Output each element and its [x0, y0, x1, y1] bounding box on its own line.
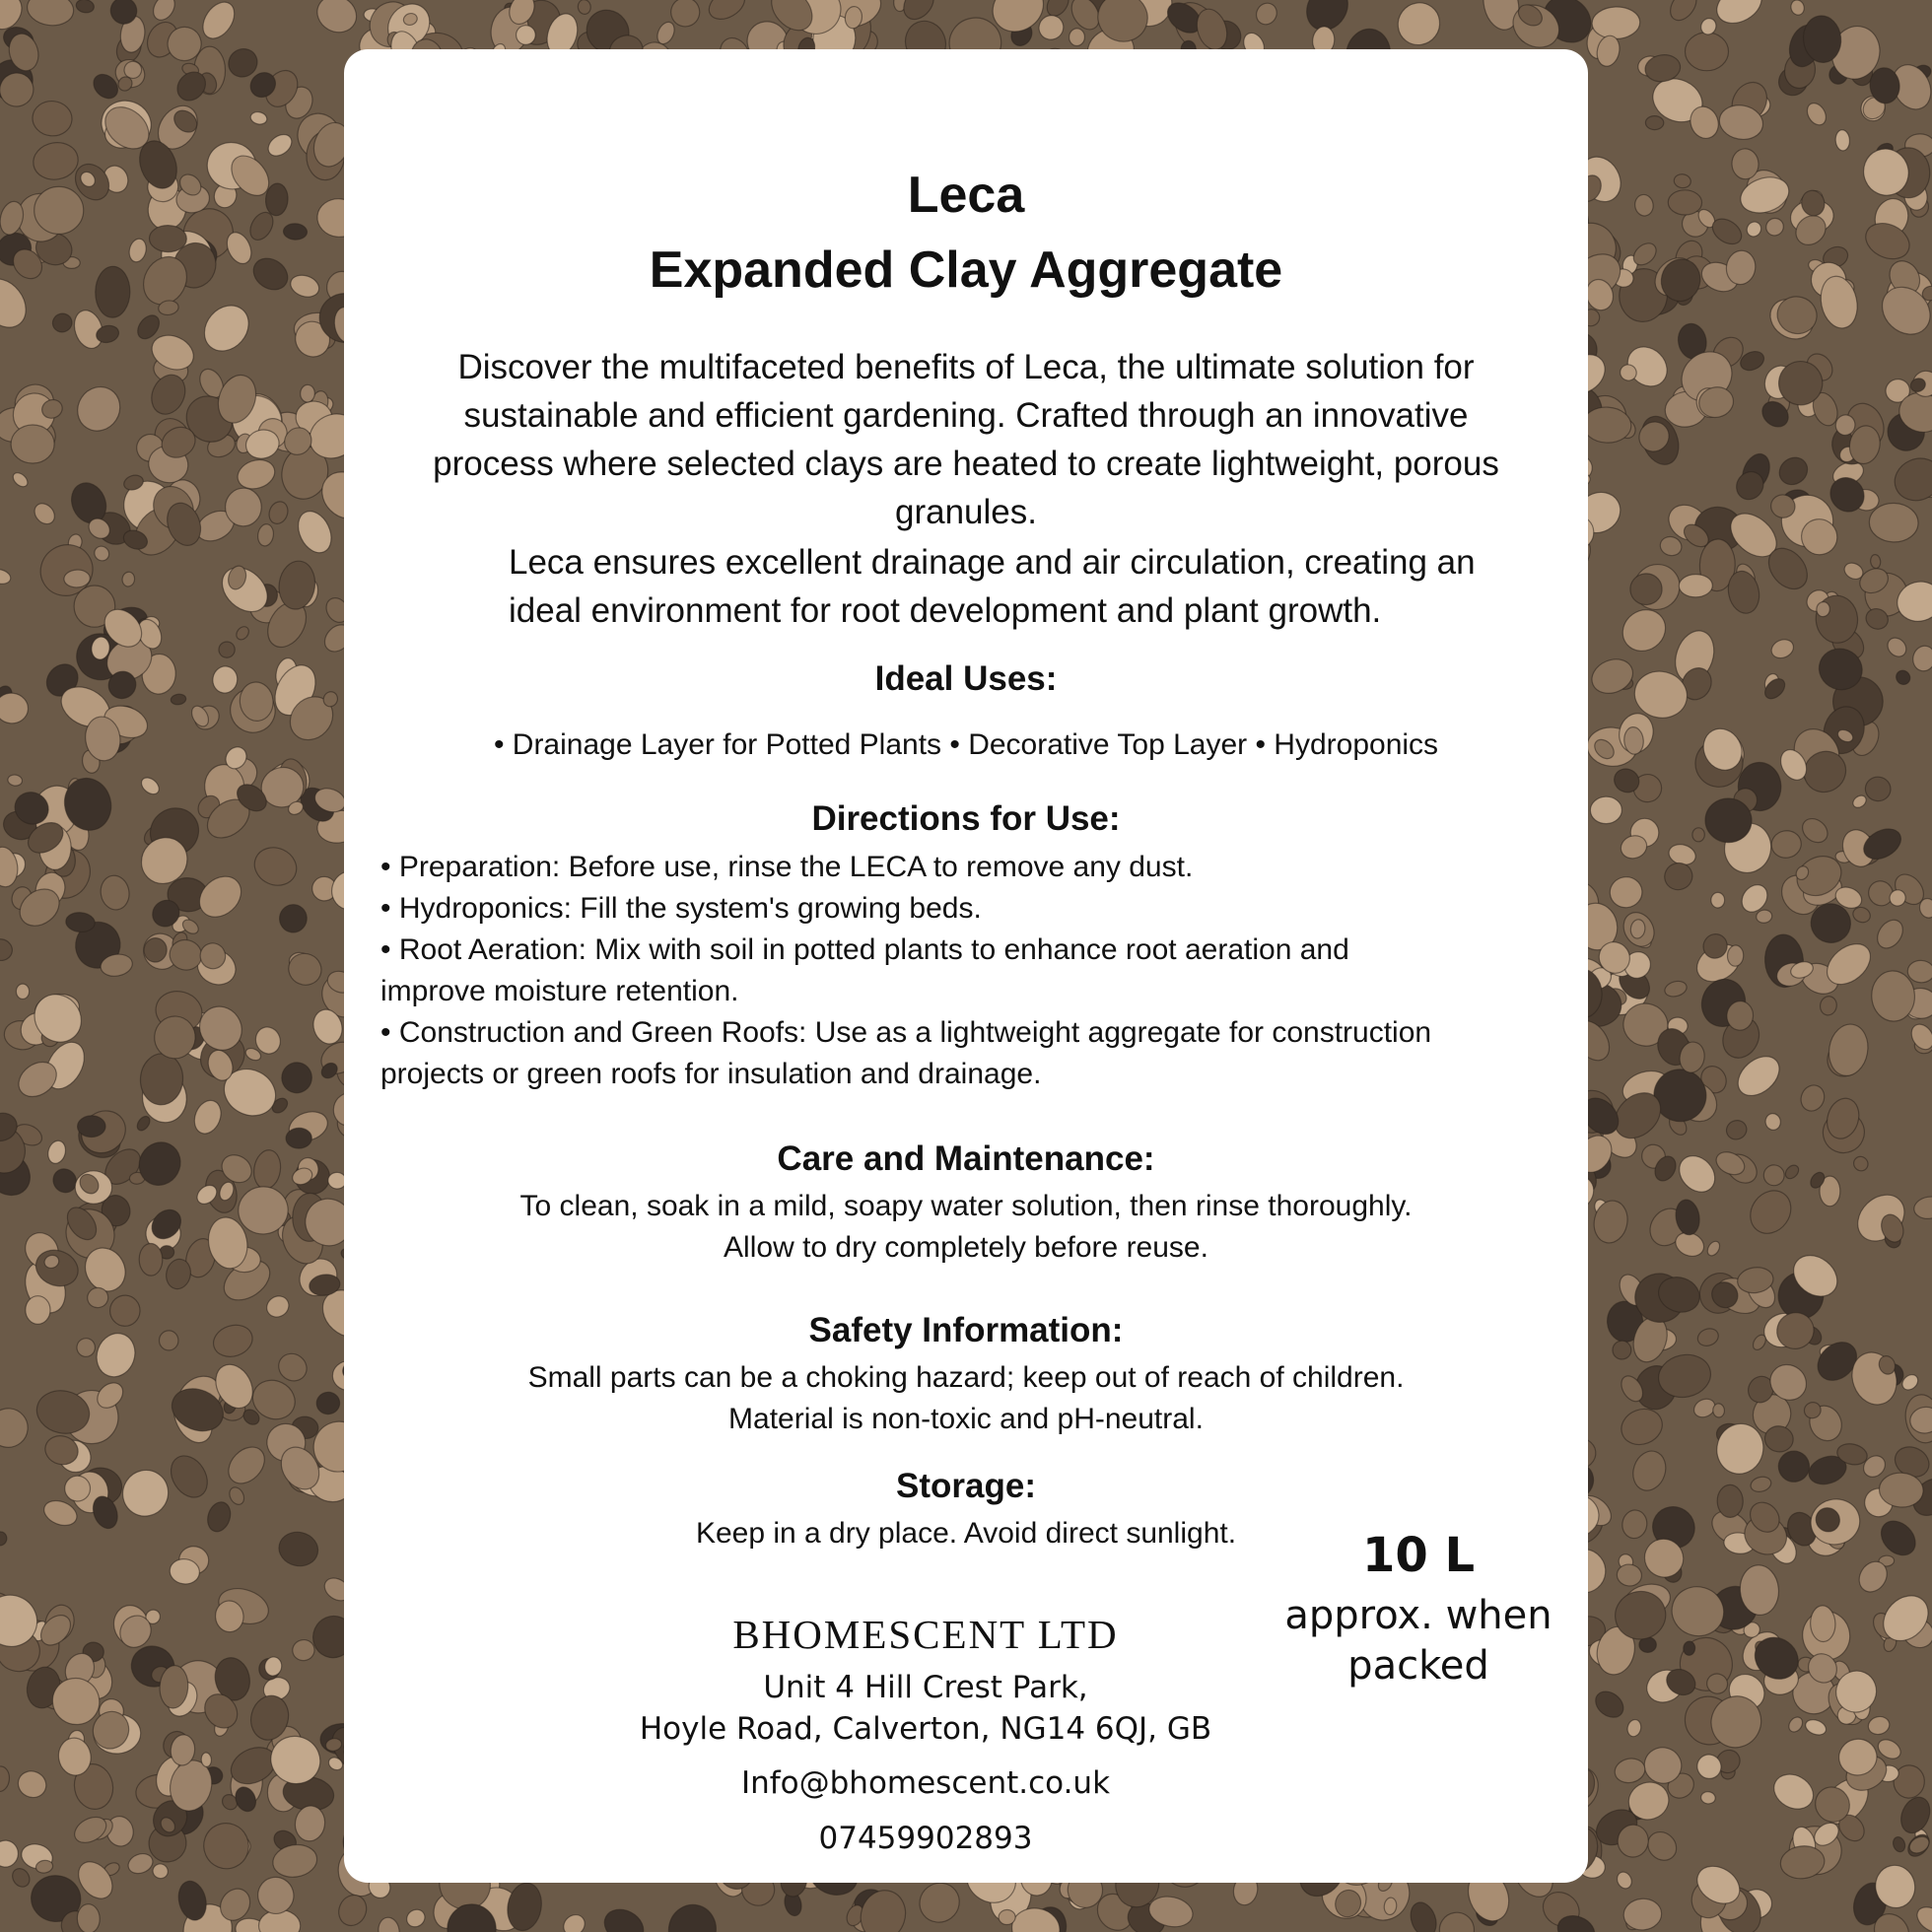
- directions-line: projects or green roofs for insulation and drainage.: [380, 1058, 1042, 1090]
- pebble: [16, 984, 29, 999]
- volume-note-line: packed: [1347, 1643, 1489, 1689]
- care-line: To clean, soak in a mild, soapy water solution, then rinse thoroughly.: [519, 1190, 1413, 1222]
- title-expanded-clay-aggregate: Expanded Clay Aggregate: [649, 242, 1283, 299]
- directions-heading: Directions for Use:: [811, 799, 1121, 838]
- directions-line: • Preparation: Before use, rinse the LECA to remove any dust.: [380, 851, 1194, 883]
- directions-list: [380, 847, 1563, 1095]
- address-line: Unit 4 Hill Crest Park,: [763, 1670, 1088, 1705]
- pebble: [1711, 892, 1725, 908]
- pebble: [1763, 1164, 1785, 1186]
- company-address: [541, 1667, 1310, 1750]
- drainage-line: Leca ensures excellent drainage and air circulation, creating an: [509, 543, 1476, 582]
- intro-line: sustainable and efficient gardening. Crafted through an innovative: [463, 396, 1469, 435]
- drainage-line: ideal environment for root development and plant growth.: [509, 591, 1382, 630]
- label-card: [344, 49, 1588, 1883]
- care-line: Allow to dry completely before reuse.: [724, 1231, 1208, 1264]
- pebble: [1712, 1404, 1725, 1418]
- pebble: [1727, 945, 1744, 967]
- pebble: [34, 186, 84, 235]
- pebble: [95, 266, 130, 317]
- volume-note: [1266, 1591, 1571, 1691]
- pebble: [159, 1331, 178, 1350]
- ideal-uses-heading: Ideal Uses:: [874, 659, 1058, 698]
- volume-note-line: approx. when: [1284, 1593, 1552, 1638]
- pebble: [1810, 1605, 1835, 1641]
- pebble: [1069, 28, 1085, 46]
- pebble: [1645, 115, 1664, 129]
- pebble: [201, 1753, 212, 1767]
- address-line: Hoyle Road, Calverton, NG14 6QJ, GB: [639, 1711, 1212, 1747]
- ideal-uses-list: • Drainage Layer for Potted Plants • Decorative Top Layer • Hydroponics: [493, 728, 1439, 761]
- company-phone: 07459902893: [818, 1821, 1033, 1856]
- pebble: [300, 384, 315, 402]
- care-text: [344, 1186, 1588, 1269]
- pebble: [149, 225, 186, 252]
- pebble: [1590, 796, 1622, 825]
- safety-line: Small parts can be a choking hazard; keep out of reach of children.: [527, 1361, 1405, 1394]
- pebble: [26, 1296, 50, 1325]
- pebble: [77, 1116, 105, 1138]
- directions-line: • Construction and Green Roofs: Use as a lightweight aggregate for construction: [380, 1016, 1432, 1049]
- safety-text: [344, 1357, 1588, 1440]
- volume-amount: 10 L: [1361, 1528, 1476, 1583]
- storage-text: Keep in a dry place. Avoid direct sunlight.: [695, 1517, 1237, 1550]
- safety-heading: Safety Information:: [808, 1311, 1124, 1349]
- company-name: BHOMESCENT LTD: [732, 1612, 1119, 1657]
- pebble: [1686, 33, 1729, 71]
- pebble: [77, 1903, 101, 1932]
- pebble: [999, 1909, 1016, 1925]
- intro-line: granules.: [895, 493, 1037, 531]
- care-heading: Care and Maintenance:: [777, 1139, 1155, 1178]
- directions-line: improve moisture retention.: [380, 975, 739, 1007]
- intro-line: Discover the multifaceted benefits of Leca, the ultimate solution for: [457, 348, 1475, 386]
- title-leca: Leca: [907, 167, 1025, 224]
- safety-line: Material is non-toxic and pH-neutral.: [728, 1403, 1204, 1435]
- pebble: [1668, 190, 1702, 216]
- company-email: Info@bhomescent.co.uk: [740, 1765, 1111, 1801]
- intro-line: process where selected clays are heated to create lightweight, porous: [433, 445, 1499, 483]
- directions-line: • Root Aeration: Mix with soil in potted plants to enhance root aeration and: [380, 933, 1349, 966]
- storage-heading: Storage:: [896, 1467, 1036, 1505]
- directions-line: • Hydroponics: Fill the system's growing beds.: [380, 892, 982, 925]
- pebble: [1683, 1641, 1695, 1656]
- pebble: [1679, 574, 1712, 597]
- pebble: [225, 488, 262, 527]
- pebble: [11, 425, 55, 464]
- pebble: [1717, 1484, 1744, 1517]
- pebble: [139, 1243, 163, 1276]
- drainage-paragraph: [509, 538, 1573, 635]
- pebble: [1692, 828, 1705, 842]
- pebble: [286, 1128, 312, 1148]
- intro-paragraph: [364, 343, 1568, 536]
